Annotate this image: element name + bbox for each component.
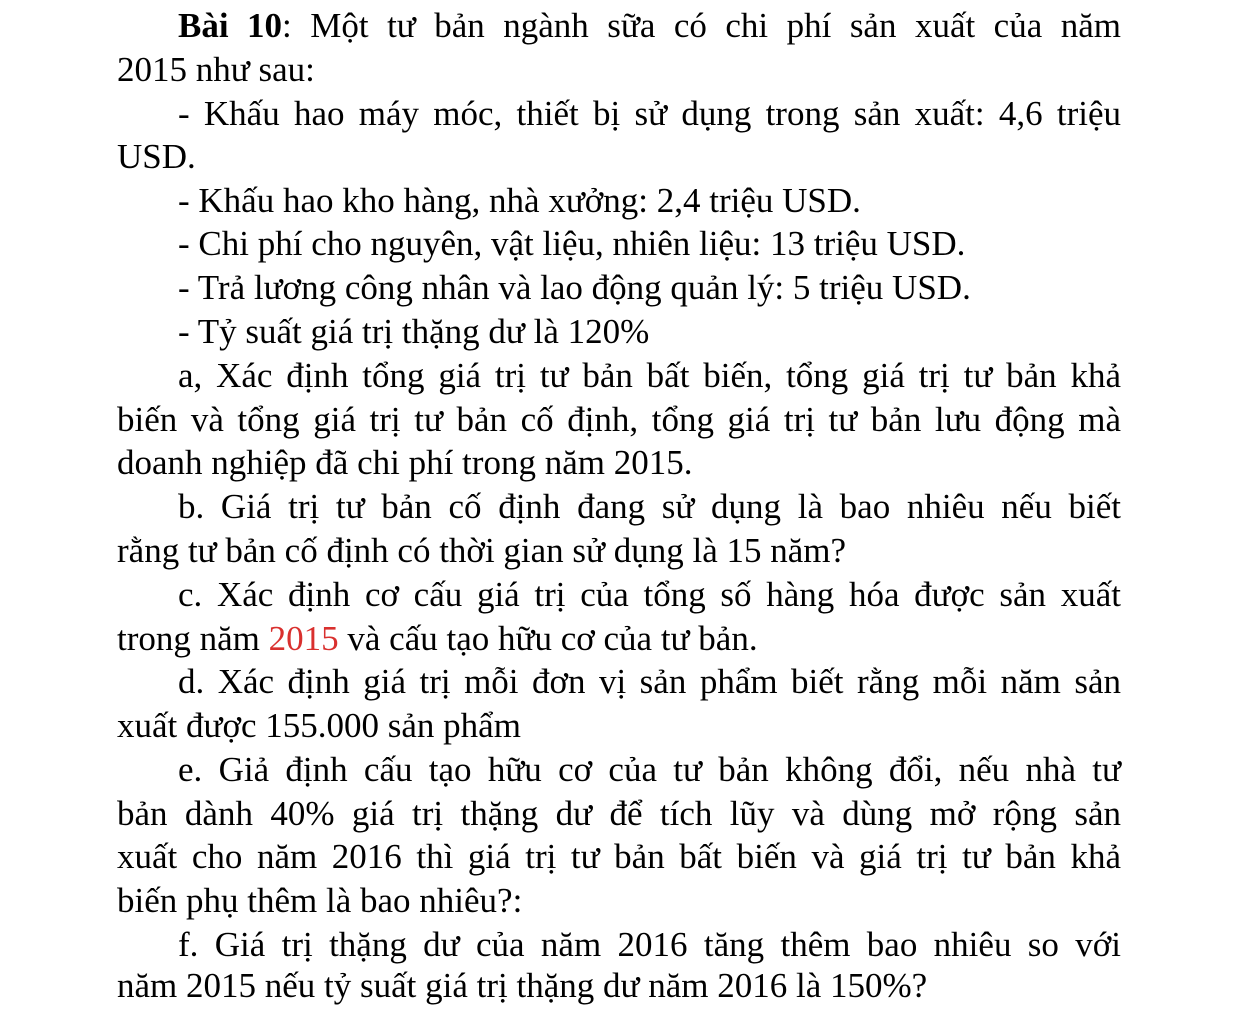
cost-warehouse: - Khấu hao kho hàng, nhà xưởng: 2,4 triệu USD. [178,181,861,220]
question-c-text-start: trong năm [117,619,269,658]
cost-materials: - Chi phí cho nguyên, vật liệu, nhiên liệu: 13 triệu USD. [178,224,966,263]
question-a-line-1: a, Xác định tổng giá trị tư bản bất biến, tổng giá trị tư bản khả [178,356,1121,395]
cost-machinery-continued: USD. [117,137,196,176]
question-d-line-1: d. Xác định giá trị mỗi đơn vị sản phẩm biết rằng mỗi năm sản [178,662,1121,701]
question-b-line-1: b. Giá trị tư bản cố định đang sử dụng là bao nhiêu nếu biết [178,487,1121,526]
problem-intro: : Một tư bản ngành sữa có chi phí sản xuất của năm [282,6,1121,45]
problem-label: Bài 10 [178,6,283,45]
question-c-line-1: c. Xác định cơ cấu giá trị của tổng số hàng hóa được sản xuất [178,575,1121,614]
question-e-line-1: e. Giả định cấu tạo hữu cơ của tư bản không đổi, nếu nhà tư [178,750,1121,789]
question-f-line-1: f. Giá trị thặng dư của năm 2016 tăng thêm bao nhiêu so với [178,925,1121,964]
question-a-line-2: biến và tổng giá trị tư bản cố định, tổng giá trị tư bản lưu động mà [117,400,1121,439]
question-d-line-2: xuất được 155.000 sản phẩm [117,706,521,745]
question-b-line-2: rằng tư bản cố định có thời gian sử dụng là 15 năm? [117,531,847,570]
cost-machinery: - Khấu hao máy móc, thiết bị sử dụng trong sản xuất: 4,6 triệu [178,94,1121,133]
problem-heading-line [178,4,1121,48]
question-f-line-2: năm 2015 nếu tỷ suất giá trị thặng dư năm 2016 là 150%? [117,966,928,1005]
question-c-text-end: và cấu tạo hữu cơ của tư bản. [338,619,758,658]
question-a-line-3: doanh nghiệp đã chi phí trong năm 2015. [117,443,693,482]
question-e-line-2: bản dành 40% giá trị thặng dư để tích lũy và dùng mở rộng sản [117,794,1121,833]
question-e-line-3: xuất cho năm 2016 thì giá trị tư bản bất biến và giá trị tư bản khả [117,837,1121,876]
highlighted-year: 2015 [268,619,339,658]
question-e-line-4: biến phụ thêm là bao nhiêu?: [117,881,523,920]
surplus-rate: - Tỷ suất giá trị thặng dư là 120% [178,312,650,351]
cost-wages: - Trả lương công nhân và lao động quản lý: 5 triệu USD. [178,268,971,307]
question-c-line-2 [117,617,758,661]
problem-intro-continued: 2015 như sau: [117,50,315,89]
